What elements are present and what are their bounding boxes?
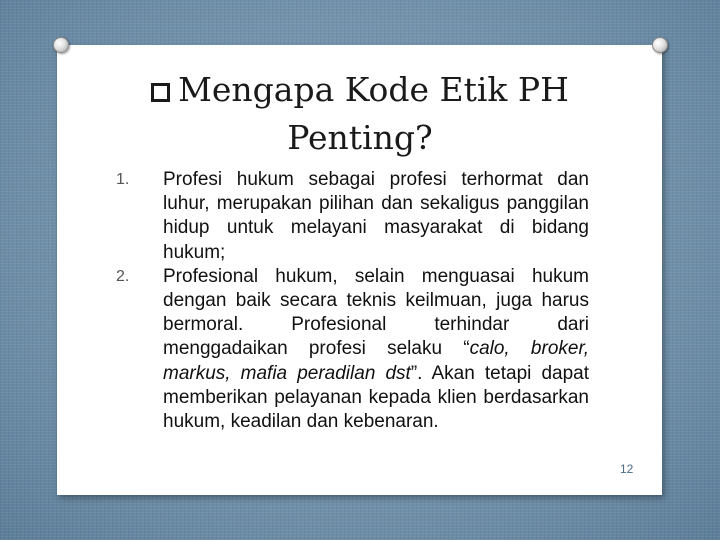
list-item-number: 2.: [116, 267, 130, 285]
pushpin-left-icon: [53, 37, 69, 53]
slide-title: [120, 66, 600, 162]
checkbox-bullet-icon: [151, 83, 170, 102]
list-item-text-part: Profesional hukum, selain menguasai hukum dengan baik secara teknis keilmuan, juga harus bermoral. Profesional terhindar dari menggadaikan profesi selaku “: [163, 265, 589, 360]
page-number: 12: [620, 462, 634, 476]
list-item: [116, 168, 589, 265]
list-item-text-italic: calo, broker, markus, mafia peradilan dst: [163, 338, 590, 384]
list-item: [116, 265, 589, 434]
list-item-number: 1.: [116, 171, 130, 188]
slide-title-text: Mengapa Kode Etik PH Penting?: [178, 70, 569, 157]
list-item-text: Profesi hukum sebagai profesi terhormat dan luhur, merupakan pilihan dan sekaligus panggilan hidup untuk melayani masyarakat di bidang hukum;: [163, 169, 589, 263]
list-item-text-part: ”. Akan tetapi dapat memberikan pelayanan kepada klien berdasarkan hukum, keadilan dan kebenaran.: [163, 362, 589, 433]
pushpin-right-icon: [652, 37, 668, 53]
list-item-text: [163, 265, 589, 434]
reason-list: [116, 168, 589, 434]
